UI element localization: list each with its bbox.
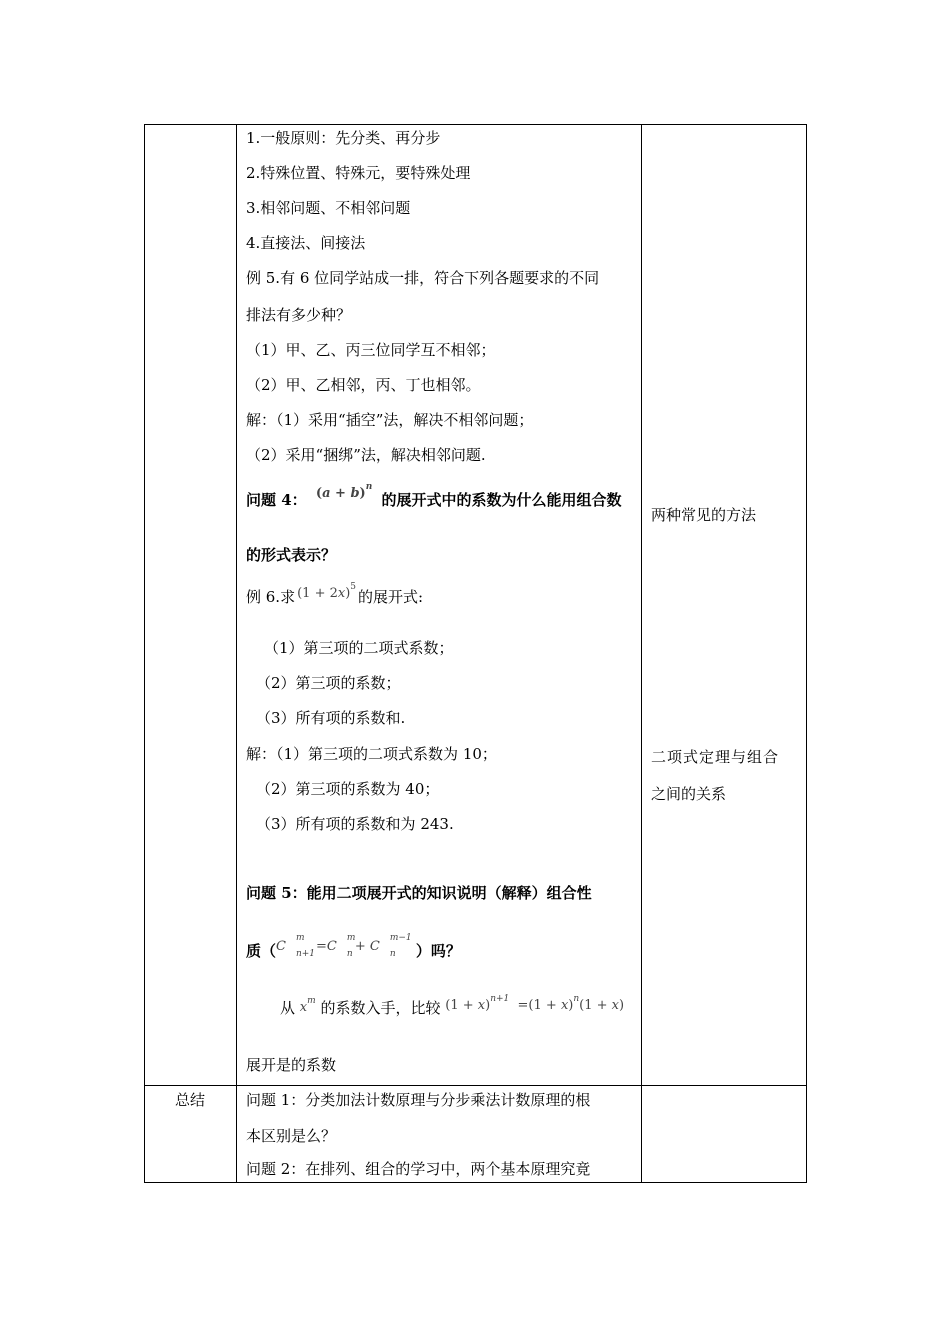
formula-a-plus-b-power-n: $(a + b)^n$ <box>315 482 373 501</box>
hint-middle: 的系数入手，比较 <box>320 999 441 1017</box>
example-6-answer: （3）所有项的系数和为 243. <box>256 815 454 833</box>
example-6-item: （1）第三项的二项式系数； <box>264 639 454 657</box>
hint-end-line: 展开是的系数 <box>246 1056 337 1074</box>
question-4-line-1 <box>246 482 622 512</box>
summary-line: 问题 2：在排列、组合的学习中，两个基本原理究竟 <box>246 1160 591 1178</box>
hint-prefix: 从 <box>280 999 296 1017</box>
summary-label-cell <box>145 1090 236 1180</box>
text-line: 2.特殊位置、特殊元，要特殊处理 <box>246 164 471 182</box>
formula-combination-identity: C m n+1 =C m n + C m−1 n <box>276 933 412 959</box>
note-two-methods: 两种常见的方法 <box>651 506 757 524</box>
formula-x-power-m: $x^m$ <box>299 996 316 1015</box>
text-line: 3.相邻问题、不相邻问题 <box>246 199 411 217</box>
text-line: （2）采用“捆绑”法，解决相邻问题. <box>246 446 486 464</box>
summary-label: 总结 <box>175 1091 206 1109</box>
note-binomial-combination-line-2: 之间的关系 <box>651 785 727 803</box>
text-line: 4.直接法、间接法 <box>246 234 366 252</box>
question-4-line-2: 的形式表示？ <box>246 546 337 564</box>
formula-1-plus-2x-power-5: $(1 + 2x)^5$ <box>297 582 357 601</box>
example-6-item: （2）第三项的系数； <box>256 674 401 692</box>
example-6-answer: （2）第三项的系数为 40； <box>256 780 440 798</box>
text-line: 1.一般原则：先分类、再分步 <box>246 129 441 147</box>
question-5-prefix: 质（ <box>246 942 277 960</box>
summary-content-cell <box>246 1090 636 1180</box>
summary-line: 本区别是么？ <box>246 1127 337 1145</box>
text-line: 排法有多少种？ <box>246 306 352 324</box>
summary-line: 问题 1：分类加法计数原理与分步乘法计数原理的根 <box>246 1091 591 1109</box>
question-5-line-1: 问题 5：能用二项展开式的知识说明（解释）组合性 <box>246 884 592 902</box>
text-line: 例 5.有 6 位同学站成一排，符合下列各题要求的不同 <box>246 269 600 287</box>
example-6-line <box>246 582 424 609</box>
text-line: 解：（1）采用“插空”法，解决不相邻问题； <box>246 411 534 429</box>
text-line: （1）甲、乙、丙三位同学互不相邻； <box>246 341 496 359</box>
formula-expansion-comparison: $(1 + x)^{n+1} =(1 + x)^n(1 + x)$ <box>445 994 625 1013</box>
example-6-suffix: 的展开式: <box>358 588 424 606</box>
question-4-suffix: 的展开式中的系数为什么能用组合数 <box>381 491 622 509</box>
hint-line <box>280 994 625 1020</box>
example-6-prefix: 例 6.求 <box>246 588 296 606</box>
note-binomial-combination-line-1: 二项式定理与组合 <box>651 748 780 766</box>
question-5-suffix: ）吗？ <box>415 942 461 960</box>
question-4-prefix: 问题 4： <box>246 491 307 509</box>
main-content-cell <box>246 128 636 1078</box>
notes-cell <box>651 128 801 1078</box>
text-line: （2）甲、乙相邻，丙、丁也相邻。 <box>246 376 481 394</box>
question-5-line-2 <box>246 933 461 963</box>
example-6-answer: 解：（1）第三项的二项式系数为 10； <box>246 745 497 763</box>
example-6-item: （3）所有项的系数和. <box>256 709 406 727</box>
